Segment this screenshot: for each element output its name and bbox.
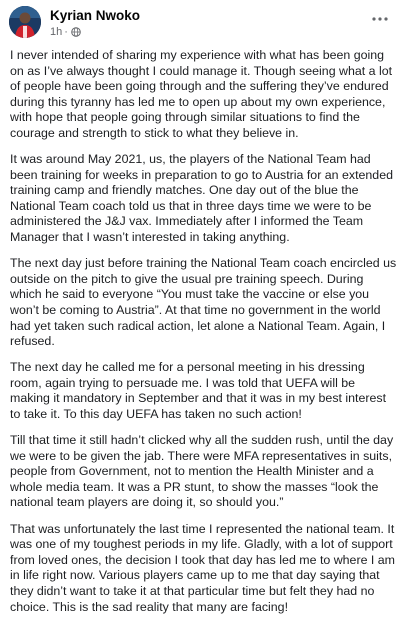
post-body xyxy=(10,48,398,626)
post-meta xyxy=(50,26,81,38)
post-paragraph: The next day he called me for a personal meeting in his dressing room, again trying to persuade me. I was told that UEFA will be making it mandatory in September and that it was in my best interest to take it. To this day UEFA has taken no such action! xyxy=(10,360,387,421)
post-paragraph: I never intended of sharing my experience with what has been going on as I’ve always thought I could manage it. Though seeing what a lot of people have been going through and the suffering they’ve endured during this tyranny has led me to open up about my own experience, with hope that people going through similar situations to find the courage and strength to stick to what they believe in. xyxy=(10,48,393,140)
post-paragraph: That was unfortunately the last time I represented the national team. It was one of my toughest periods in my life. Gladly, with a lot of support from loved ones, the decision I took that day has led me to where I am in life right now. Various players came up to me that day saying that they didn’t want to take it at that particular time but felt they had no choice. This is the sad reality that many are facing! xyxy=(10,521,396,614)
avatar-image xyxy=(9,6,41,38)
post-paragraph: It was around May 2021, us, the players of the National Team had been training for weeks in preparation to go to Austria for an extended training camp and friendly matches. One day out of the blue the National Team coach told us that in three days time we were to be administered the J&J vax. Immediately after I informed the Team Manager that I wasn’t interested in taking anything. xyxy=(10,152,393,245)
globe-icon[interactable] xyxy=(71,27,81,37)
post-header xyxy=(0,0,402,44)
meta-separator: · xyxy=(64,26,68,38)
more-options-icon[interactable] xyxy=(368,10,392,28)
timestamp[interactable]: 1h xyxy=(50,26,63,38)
avatar[interactable] xyxy=(9,6,41,38)
author-name[interactable]: Kyrian Nwoko xyxy=(50,8,141,23)
post-paragraph: Till that time it still hadn’t clicked why all the sudden rush, until the day we were to be given the jab. There were MFA representatives in suits, people from Government, not to mention the Health Minister and a whole media team. It was a PR stunt, to show the masses “look the national team players are doing it, so should you.” xyxy=(10,433,394,510)
post-paragraph: The next day just before training the National Team coach encircled us outside on the pitch to give the usual pre training speech. During which he said to everyone “You must take the vaccine or else you won’t be coming to Austria”. At that time no government in the world had yet taken such radical action, let alone a National Team. Again, I refused. xyxy=(10,256,397,349)
